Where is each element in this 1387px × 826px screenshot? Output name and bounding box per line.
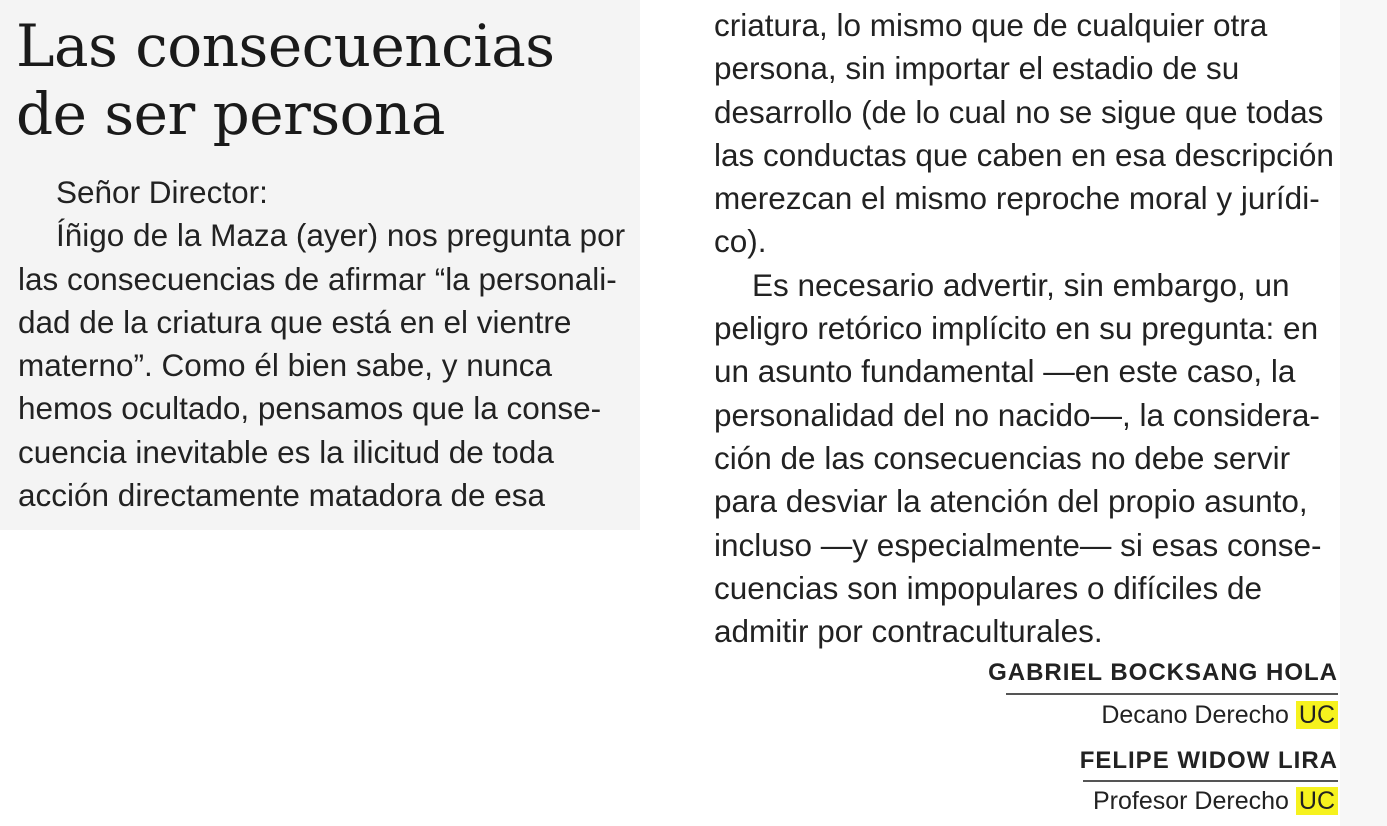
text-line: personalidad del no nacido—, la considera- (714, 396, 1320, 433)
text-line: Es necesario advertir, sin embargo, un (752, 266, 1290, 303)
text-line: Íñigo de la Maza (ayer) nos pregunta por (56, 217, 626, 254)
text-line: las consecuencias de afirmar “la personali- (18, 260, 617, 297)
text-line: acción directamente matadora de esa (18, 477, 546, 514)
text-line: admitir por contraculturales. (714, 613, 1103, 650)
highlighted-institution: UC (1296, 701, 1338, 729)
signature-role-text: Decano Derecho (1101, 701, 1289, 729)
text-line: desarrollo (de lo cual no se sigue que todas (714, 93, 1324, 130)
text-line: las conductas que caben en esa descripción (714, 136, 1334, 173)
salutation: Señor Director: (56, 174, 268, 210)
right-margin-background (1340, 0, 1387, 826)
text-line: cuencias son impopulares o difíciles de (714, 569, 1263, 606)
text-line: para desviar la atención del propio asunto, (714, 483, 1308, 520)
signature-role (1093, 787, 1338, 816)
text-line: materno”. Como él bien sabe, y nunca (18, 347, 553, 384)
text-line: incluso —y especialmente— si esas conse- (714, 526, 1322, 563)
headline-line: Las consecuencias (16, 12, 555, 80)
text-line: co). (714, 223, 767, 260)
text-line: persona, sin importar el estadio de su (714, 50, 1240, 87)
highlighted-institution: UC (1296, 787, 1338, 815)
text-line: hemos ocultado, pensamos que la conse- (18, 390, 602, 427)
signature-role (1101, 701, 1338, 730)
signature-divider (1083, 780, 1338, 782)
text-line: dad de la criatura que está en el vientre (18, 303, 572, 340)
text-line: cuencia inevitable es la ilicitud de toda (18, 433, 554, 470)
text-line: ción de las consecuencias no debe servir (714, 439, 1291, 476)
text-line: criatura, lo mismo que de cualquier otra (714, 7, 1268, 43)
article-headline (16, 12, 555, 148)
right-text-column (714, 4, 1334, 653)
text-line: un asunto fundamental —en este caso, la (714, 353, 1296, 390)
text-line: merezcan el mismo reproche moral y jurídi- (714, 180, 1320, 217)
signature-name: FELIPE WIDOW LIRA (1079, 747, 1338, 774)
headline-line: de ser persona (16, 80, 445, 148)
text-line: peligro retórico implícito en su pregunta: en (714, 310, 1319, 347)
left-text-column (18, 171, 625, 517)
signature-divider (1006, 693, 1338, 695)
signature-role-text: Profesor Derecho (1093, 787, 1289, 815)
signature-name: GABRIEL BOCKSANG HOLA (988, 659, 1338, 686)
